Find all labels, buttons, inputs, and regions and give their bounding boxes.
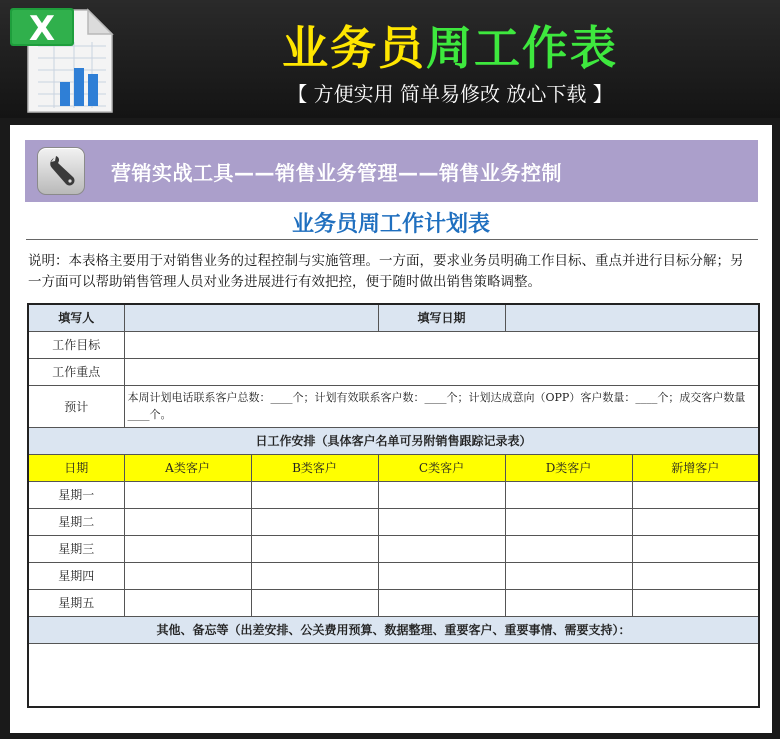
form-description: 说明：本表格主要用于对销售业务的过程控制与实施管理。一方面，要求业务员明确工作目标、重点并进行目标分解；另一方面可以帮助销售管理人员对业务进展进行有效把控，便于随时做出销售策略调整。 xyxy=(28,253,744,290)
column-header: A类客户 xyxy=(124,454,251,481)
column-header-row xyxy=(28,454,759,481)
form-title: 业务员周工作计划表 xyxy=(291,212,490,237)
table-cell[interactable] xyxy=(251,589,378,616)
day-label: 星期三 xyxy=(28,535,124,562)
table-cell[interactable] xyxy=(632,562,759,589)
table-cell[interactable] xyxy=(378,535,505,562)
table-cell[interactable] xyxy=(124,508,251,535)
table-cell[interactable] xyxy=(124,589,251,616)
filler-value[interactable] xyxy=(124,304,378,331)
top-banner xyxy=(0,0,780,118)
weekly-plan-table xyxy=(27,303,760,708)
table-cell[interactable] xyxy=(505,589,632,616)
table-cell[interactable] xyxy=(378,481,505,508)
column-header: D类客户 xyxy=(505,454,632,481)
table-cell[interactable] xyxy=(124,562,251,589)
table-cell[interactable] xyxy=(124,481,251,508)
table-cell[interactable] xyxy=(632,589,759,616)
date-value[interactable] xyxy=(505,304,759,331)
day-label: 星期二 xyxy=(28,508,124,535)
estimate-label: 预计 xyxy=(28,385,124,427)
title-divider xyxy=(26,239,758,240)
day-label: 星期四 xyxy=(28,562,124,589)
table-cell[interactable] xyxy=(505,562,632,589)
table-cell[interactable] xyxy=(251,562,378,589)
filler-label: 填写人 xyxy=(28,304,124,331)
table-row xyxy=(28,535,759,562)
wrench-icon xyxy=(37,147,85,195)
svg-text:X: X xyxy=(28,9,56,49)
banner-subtitle: 【 方便实用 简单易修改 放心下载 】 xyxy=(287,82,613,106)
table-cell[interactable] xyxy=(505,508,632,535)
table-row xyxy=(28,508,759,535)
column-header: C类客户 xyxy=(378,454,505,481)
estimate-text[interactable]: 本周计划电话联系客户总数：____个；计划有效联系客户数：____个；计划达成意向（OPP）客户数量：____个；成交客户数量____个。 xyxy=(124,385,759,427)
focus-label: 工作重点 xyxy=(28,358,124,385)
banner-title xyxy=(0,12,780,78)
day-label: 星期五 xyxy=(28,589,124,616)
worksheet xyxy=(10,125,772,733)
table-cell[interactable] xyxy=(632,535,759,562)
notes-area[interactable] xyxy=(28,643,759,707)
table-cell[interactable] xyxy=(124,535,251,562)
table-cell[interactable] xyxy=(251,535,378,562)
column-header: 新增客户 xyxy=(632,454,759,481)
column-header: B类客户 xyxy=(251,454,378,481)
table-cell[interactable] xyxy=(378,562,505,589)
goal-label: 工作目标 xyxy=(28,331,124,358)
date-label: 填写日期 xyxy=(378,304,505,331)
column-header: 日期 xyxy=(28,454,124,481)
goal-value[interactable] xyxy=(124,331,759,358)
tool-bar xyxy=(25,140,758,202)
table-cell[interactable] xyxy=(378,589,505,616)
table-cell[interactable] xyxy=(505,481,632,508)
table-cell[interactable] xyxy=(632,508,759,535)
table-row xyxy=(28,481,759,508)
tool-bar-text: 营销实战工具——销售业务管理——销售业务控制 xyxy=(111,161,562,185)
daily-schedule-header: 日工作安排（具体客户名单可另附销售跟踪记录表） xyxy=(28,427,759,454)
table-cell[interactable] xyxy=(251,508,378,535)
focus-value[interactable] xyxy=(124,358,759,385)
table-cell[interactable] xyxy=(505,535,632,562)
table-row xyxy=(28,562,759,589)
table-cell[interactable] xyxy=(251,481,378,508)
banner-title-part1: 业务员 xyxy=(282,21,426,75)
table-cell[interactable] xyxy=(378,508,505,535)
table-row xyxy=(28,589,759,616)
day-label: 星期一 xyxy=(28,481,124,508)
banner-title-part2: 周工作表 xyxy=(426,21,618,75)
table-cell[interactable] xyxy=(632,481,759,508)
notes-header: 其他、备忘等（出差安排、公关费用预算、数据整理、重要客户、重要事情、需要支持）： xyxy=(28,616,759,643)
